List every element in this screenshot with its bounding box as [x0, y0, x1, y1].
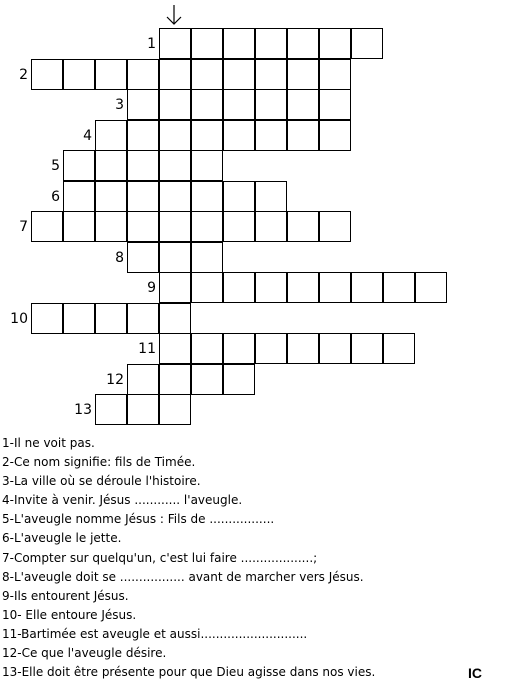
row-number-5: 5 — [51, 158, 60, 174]
grid-cell[interactable] — [159, 28, 191, 59]
grid-cell[interactable] — [159, 211, 191, 242]
grid-cell[interactable] — [255, 28, 287, 59]
clue-list — [2, 434, 375, 682]
clue-item: 7-Compter sur quelqu'un, c'est lui faire ...................; — [2, 550, 318, 565]
row-number-9: 9 — [147, 280, 156, 296]
grid-cell[interactable] — [287, 120, 319, 151]
row-number-11: 11 — [138, 341, 156, 357]
grid-cell[interactable] — [287, 211, 319, 242]
grid-cell[interactable] — [319, 272, 351, 303]
grid-cell[interactable] — [95, 394, 127, 425]
grid-cell[interactable] — [191, 28, 223, 59]
row-number-2: 2 — [19, 67, 28, 83]
grid-cell[interactable] — [383, 333, 415, 364]
grid-cell[interactable] — [127, 211, 159, 242]
grid-cell[interactable] — [223, 181, 255, 212]
grid-cell[interactable] — [95, 303, 127, 334]
grid-cell[interactable] — [191, 59, 223, 90]
grid-cell[interactable] — [319, 333, 351, 364]
grid-cell[interactable] — [127, 59, 159, 90]
row-number-8: 8 — [115, 250, 124, 266]
row-number-10: 10 — [10, 311, 28, 327]
grid-cell[interactable] — [127, 120, 159, 151]
grid-cell[interactable] — [223, 211, 255, 242]
grid-cell[interactable] — [159, 333, 191, 364]
row-number-7: 7 — [19, 219, 28, 235]
grid-cell[interactable] — [415, 272, 447, 303]
grid-cell[interactable] — [255, 211, 287, 242]
grid-cell[interactable] — [159, 120, 191, 151]
grid-cell[interactable] — [255, 181, 287, 212]
clue-item: 8-L'aveugle doit se ................. avant de marcher vers Jésus. — [2, 569, 364, 584]
grid-cell[interactable] — [223, 89, 255, 120]
grid-cell[interactable] — [255, 89, 287, 120]
grid-cell[interactable] — [95, 211, 127, 242]
grid-cell[interactable] — [159, 242, 191, 273]
grid-cell[interactable] — [191, 120, 223, 151]
grid-cell[interactable] — [95, 59, 127, 90]
grid-cell[interactable] — [63, 211, 95, 242]
grid-cell[interactable] — [255, 272, 287, 303]
grid-cell[interactable] — [319, 89, 351, 120]
grid-cell[interactable] — [223, 333, 255, 364]
grid-cell[interactable] — [159, 364, 191, 395]
grid-cell[interactable] — [223, 364, 255, 395]
clue-item: 13-Elle doit être présente pour que Dieu agisse dans nos vies. — [2, 665, 376, 680]
grid-cell[interactable] — [159, 59, 191, 90]
down-arrow-icon — [165, 4, 183, 26]
grid-cell[interactable] — [127, 303, 159, 334]
grid-cell[interactable] — [319, 28, 351, 59]
grid-cell[interactable] — [319, 211, 351, 242]
grid-cell[interactable] — [63, 150, 95, 181]
clue-item: 2-Ce nom signifie: fils de Timée. — [2, 455, 196, 470]
grid-cell[interactable] — [127, 181, 159, 212]
grid-cell[interactable] — [191, 364, 223, 395]
grid-cell[interactable] — [127, 242, 159, 273]
grid-cell[interactable] — [159, 394, 191, 425]
clue-item: 11-Bartimée est aveugle et aussi............................ — [2, 626, 308, 641]
grid-cell[interactable] — [287, 333, 319, 364]
row-number-6: 6 — [51, 189, 60, 205]
grid-cell[interactable] — [351, 272, 383, 303]
grid-cell[interactable] — [95, 181, 127, 212]
clue-item: 3-La ville où se déroule l'histoire. — [2, 474, 201, 489]
clue-item: 6-L'aveugle le jette. — [2, 531, 122, 546]
grid-cell[interactable] — [95, 150, 127, 181]
grid-cell[interactable] — [287, 28, 319, 59]
grid-cell[interactable] — [191, 242, 223, 273]
grid-cell[interactable] — [127, 150, 159, 181]
clue-item: 12-Ce que l'aveugle désire. — [2, 646, 167, 661]
grid-cell[interactable] — [159, 89, 191, 120]
clue-item: 10- Elle entoure Jésus. — [2, 607, 137, 622]
clue-item: 4-Invite à venir. Jésus ............ l'aveugle. — [2, 493, 243, 508]
row-number-12: 12 — [106, 372, 124, 388]
row-number-1: 1 — [147, 36, 156, 52]
grid-cell[interactable] — [223, 272, 255, 303]
grid-cell[interactable] — [127, 364, 159, 395]
grid-cell[interactable] — [319, 59, 351, 90]
grid-cell[interactable] — [223, 59, 255, 90]
grid-cell[interactable] — [191, 272, 223, 303]
grid-cell[interactable] — [127, 89, 159, 120]
grid-cell[interactable] — [287, 272, 319, 303]
grid-cell[interactable] — [63, 303, 95, 334]
grid-cell[interactable] — [255, 120, 287, 151]
grid-cell[interactable] — [319, 120, 351, 151]
grid-cell[interactable] — [63, 181, 95, 212]
grid-cell[interactable] — [191, 333, 223, 364]
grid-cell[interactable] — [223, 28, 255, 59]
grid-cell[interactable] — [31, 303, 63, 334]
grid-cell[interactable] — [191, 89, 223, 120]
row-number-4: 4 — [83, 128, 92, 144]
grid-cell[interactable] — [127, 394, 159, 425]
grid-cell[interactable] — [191, 211, 223, 242]
grid-cell[interactable] — [287, 59, 319, 90]
grid-cell[interactable] — [383, 272, 415, 303]
grid-cell[interactable] — [351, 333, 383, 364]
grid-cell[interactable] — [191, 150, 223, 181]
grid-cell[interactable] — [191, 181, 223, 212]
grid-cell[interactable] — [287, 89, 319, 120]
clue-item: 5-L'aveugle nomme Jésus : Fils de ................. — [2, 512, 275, 527]
row-number-13: 13 — [74, 402, 92, 418]
grid-cell[interactable] — [255, 59, 287, 90]
grid-cell[interactable] — [255, 333, 287, 364]
grid-cell[interactable] — [159, 272, 191, 303]
grid-cell[interactable] — [159, 303, 191, 334]
grid-cell[interactable] — [95, 120, 127, 151]
clue-item: 1-Il ne voit pas. — [2, 436, 95, 450]
grid-cell[interactable] — [159, 150, 191, 181]
grid-cell[interactable] — [223, 120, 255, 151]
grid-cell[interactable] — [159, 181, 191, 212]
grid-cell[interactable] — [31, 211, 63, 242]
clue-item: 9-Ils entourent Jésus. — [2, 588, 129, 603]
grid-cell[interactable] — [31, 59, 63, 90]
row-number-3: 3 — [115, 97, 124, 113]
author-initials: IC — [468, 665, 482, 681]
grid-cell[interactable] — [351, 28, 383, 59]
grid-cell[interactable] — [63, 59, 95, 90]
